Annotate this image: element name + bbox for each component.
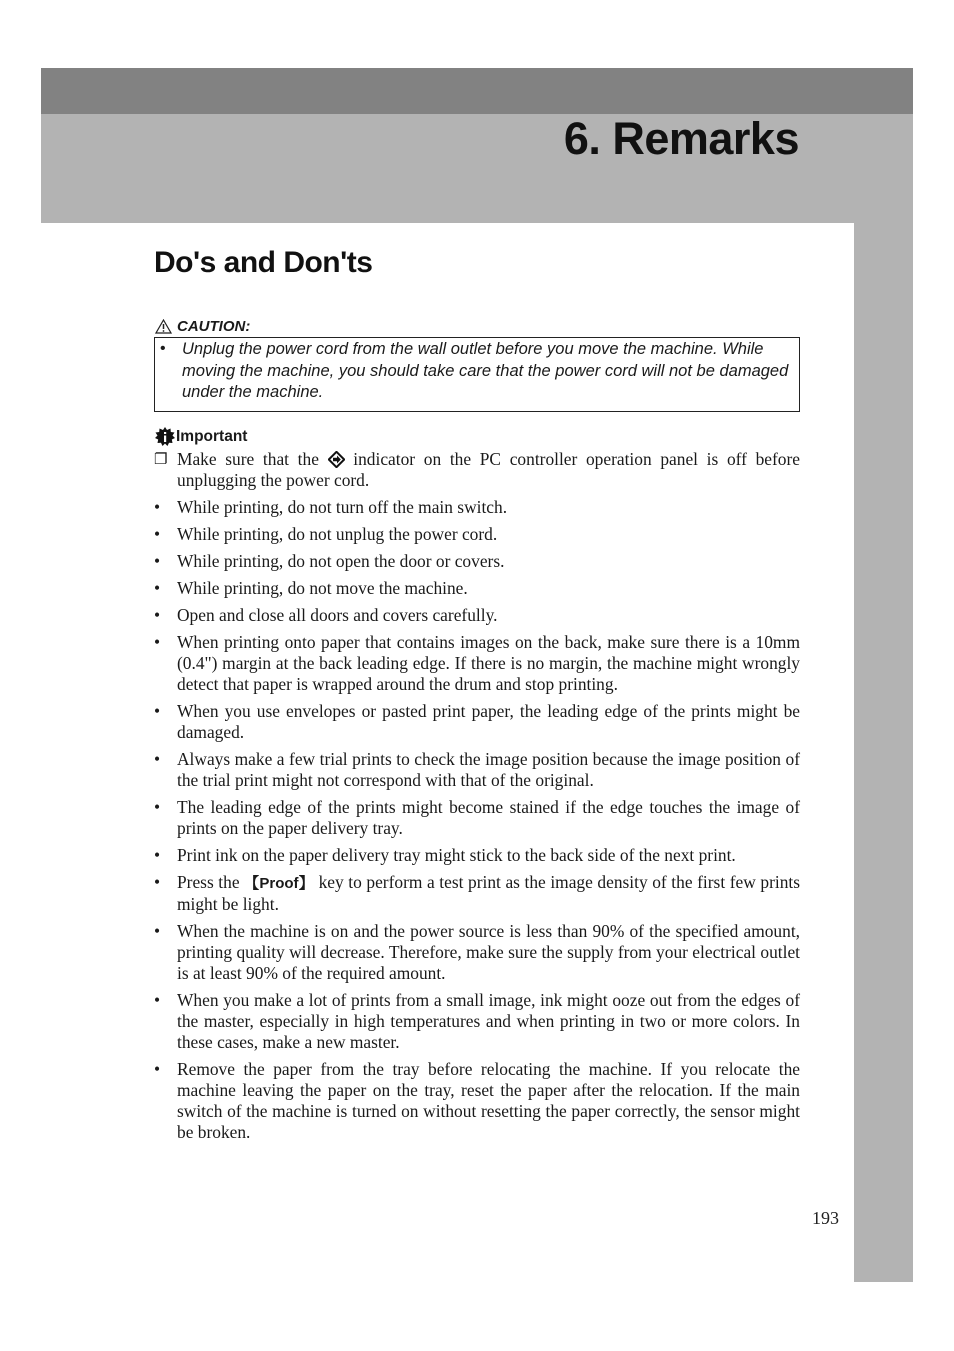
list-item-text: While printing, do not unplug the power cord. (177, 524, 498, 544)
list-item (154, 845, 800, 866)
checkbox-marker: ❐ (154, 450, 168, 468)
list-item-proof (154, 872, 800, 915)
list-item (154, 797, 800, 839)
bullet-mark: • (154, 990, 161, 1010)
bullet-mark: • (154, 872, 161, 892)
important-label: Important (176, 428, 248, 445)
list-item-text: When printing onto paper that contains images on the back, make sure there is a 10mm (0.4") margin at the back leading edge. If there is no margin, the machine might wrongly detect that paper is wrapped around the drum and stop printing. (177, 632, 800, 694)
list-item-text: While printing, do not open the door or covers. (177, 551, 505, 571)
warning-triangle-icon (155, 319, 172, 334)
proof-key-label: 【Proof】 (244, 875, 315, 892)
list-item-text: While printing, do not turn off the main switch. (177, 497, 508, 517)
bullet-mark: • (154, 524, 161, 544)
list-item-text: While printing, do not move the machine. (177, 578, 468, 598)
list-item (154, 749, 800, 791)
list-item (154, 524, 800, 545)
list-item-text: The leading edge of the prints might become stained if the edge touches the image of prints on the paper delivery tray. (177, 797, 800, 838)
bullet-mark: • (154, 578, 161, 598)
bullet-mark: • (154, 749, 161, 769)
note-text-before: Make sure that the (177, 449, 328, 469)
header-band-dark (41, 68, 913, 114)
important-heading (155, 427, 247, 447)
bullet-list (154, 497, 800, 866)
list-item (154, 578, 800, 599)
bullet-mark: • (154, 921, 161, 941)
list-item (154, 921, 800, 984)
bullet-mark: • (154, 632, 161, 652)
caution-box (154, 337, 800, 412)
bullet-mark: • (154, 605, 161, 625)
list-item-text: Print ink on the paper delivery tray might stick to the back side of the next print. (177, 845, 736, 865)
list-item (154, 551, 800, 572)
caution-text: Unplug the power cord from the wall outlet before you move the machine. While moving the machine, you should take care that the power cord will not be damaged under the machine. (182, 340, 789, 401)
list-item-text: Open and close all doors and covers carefully. (177, 605, 498, 625)
list-item-text: Remove the paper from the tray before relocating the machine. If you relocate the machine leaving the paper on the tray, reset the paper after the relocation. If the main switch of the machine is turned on without resetting the paper correctly, the sensor might be broken. (177, 1059, 800, 1142)
list-item-text: When you make a lot of prints from a small image, ink might ooze out from the edges of the master, especially in high temperatures and when printing in two or more colors. In these cases, make a new master. (177, 990, 800, 1052)
bullet-mark: • (154, 1059, 161, 1079)
list-item (154, 990, 800, 1053)
proof-text-after: key to perform a test print as the image density of the first few prints might be light. (177, 872, 800, 914)
bullet-mark: • (154, 797, 161, 817)
bullet-mark: • (154, 497, 161, 517)
bullet-mark: • (154, 551, 161, 571)
list-item (154, 632, 800, 695)
bullet-mark: • (154, 701, 161, 721)
caution-label: CAUTION: (177, 318, 251, 335)
important-note (154, 449, 800, 491)
list-item-text: Always make a few trial prints to check the image position because the image position of the trial print might not correspond with that of the original. (177, 749, 800, 790)
list-item-text: When the machine is on and the power source is less than 90% of the specified amount, printing quality will decrease. Therefore, make sure the supply from your electrical outlet is at least 90% of the required amount. (177, 921, 800, 983)
list-item (154, 701, 800, 743)
bullet-list-continued (154, 921, 800, 1143)
bullet-mark: • (154, 845, 161, 865)
content-body (154, 449, 800, 1149)
list-item (154, 497, 800, 518)
note-text-after: indicator on the PC controller operation panel is off before unplugging the power cord. (177, 449, 800, 490)
important-seal-icon (155, 427, 175, 447)
list-item (154, 1059, 800, 1143)
caution-heading (155, 318, 250, 335)
page-number: 193 (812, 1208, 839, 1228)
proof-text-before: Press the (177, 872, 245, 892)
diamond-arrow-icon (328, 451, 345, 468)
list-item (154, 605, 800, 626)
chapter-title: 6. Remarks (563, 113, 799, 164)
section-title: Do's and Don'ts (154, 246, 373, 279)
side-tab-strip (854, 223, 913, 1282)
list-item-text: When you use envelopes or pasted print paper, the leading edge of the prints might be damaged. (177, 701, 800, 742)
caution-bullet: • (160, 340, 166, 357)
